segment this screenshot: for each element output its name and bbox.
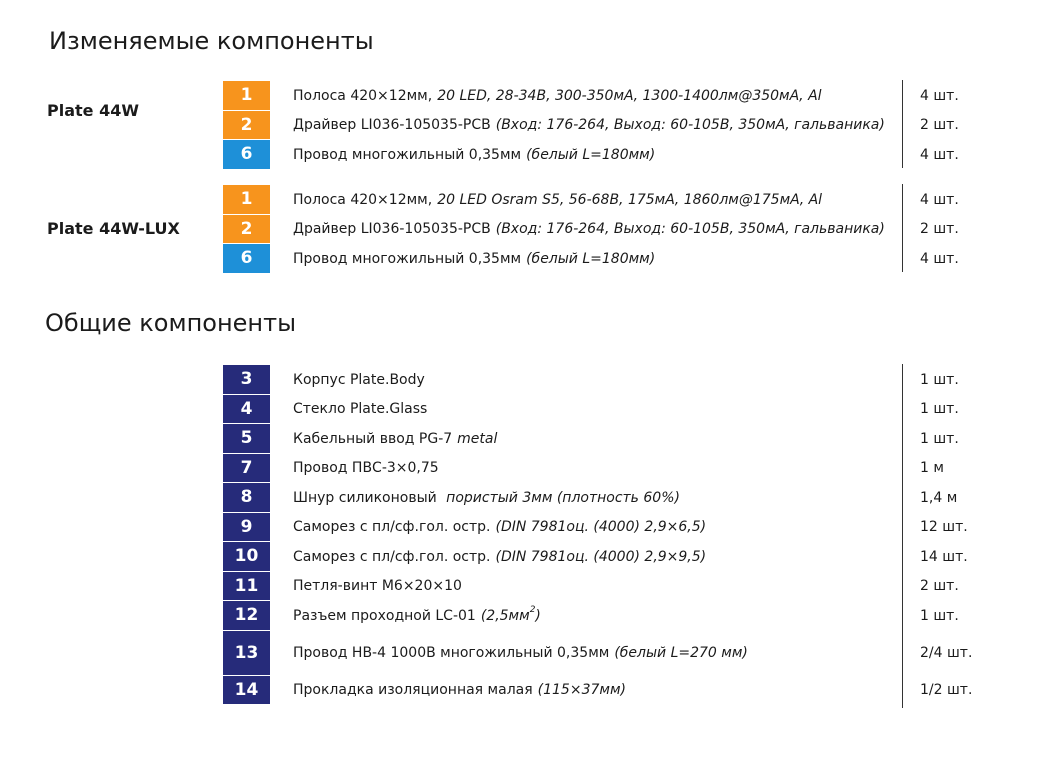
variable-components-title: Изменяемые компоненты xyxy=(49,27,374,55)
component-row xyxy=(0,365,1050,395)
component-description xyxy=(293,542,890,572)
component-description xyxy=(293,244,890,274)
component-name: Провод НВ-4 1000В многожильный 0,35мм xyxy=(293,645,610,661)
component-number-badge: 9 xyxy=(223,513,270,542)
component-description xyxy=(293,185,890,215)
component-detail: (белый L=270 мм) xyxy=(614,645,748,661)
component-detail: 20 LED, 28-34В, 300-350мА, 1300-1400лм@350мА, Al xyxy=(437,87,822,104)
component-number-badge: 5 xyxy=(223,424,270,453)
component-number-badge: 10 xyxy=(223,542,270,571)
component-quantity: 1 шт. xyxy=(920,401,959,418)
component-list-plate-44w xyxy=(0,81,1050,170)
component-detail: (DIN 7981оц. (4000) 2,9×9,5) xyxy=(495,548,707,565)
component-quantity: 2 шт. xyxy=(920,578,959,595)
component-detail-superscript: 2 xyxy=(529,604,536,615)
component-name: Саморез с пл/сф.гол. остр. xyxy=(293,519,491,536)
component-detail: 20 LED Osram S5, 56-68В, 175мА, 1860лм@175мА, Al xyxy=(437,191,823,208)
component-row xyxy=(0,542,1050,572)
component-description xyxy=(293,572,890,602)
component-quantity: 1 шт. xyxy=(920,607,959,624)
component-row xyxy=(0,601,1050,631)
component-detail: пористый 3мм (плотность 60%) xyxy=(441,489,680,506)
component-row xyxy=(0,572,1050,602)
component-name: Драйвер LI036-105035-PCB xyxy=(293,221,491,238)
component-description xyxy=(293,140,890,170)
component-row xyxy=(0,454,1050,484)
component-quantity: 4 шт. xyxy=(920,87,959,104)
component-quantity: 2 шт. xyxy=(920,117,959,134)
group-label-plate-44w-lux: Plate 44W-LUX xyxy=(47,219,180,238)
component-row xyxy=(0,676,1050,706)
component-detail: (DIN 7981оц. (4000) 2,9×6,5) xyxy=(495,519,707,536)
component-number-badge: 3 xyxy=(223,365,270,394)
component-detail: (Вход: 176-264, Выход: 60-105В, 350мА, гальваника) xyxy=(495,221,885,238)
component-detail: (Вход: 176-264, Выход: 60-105В, 350мА, гальваника) xyxy=(495,117,885,134)
component-name: Драйвер LI036-105035-PCB xyxy=(293,117,491,134)
component-detail: (2,5мм xyxy=(480,607,530,624)
component-row xyxy=(0,424,1050,454)
component-name: Стекло Plate.Glass xyxy=(293,401,428,418)
component-quantity: 4 шт. xyxy=(920,191,959,208)
component-name: Провод многожильный 0,35мм xyxy=(293,250,522,267)
component-number-badge: 12 xyxy=(223,601,270,630)
component-description xyxy=(293,424,890,454)
component-row xyxy=(0,111,1050,141)
component-quantity: 14 шт. xyxy=(920,548,968,565)
component-list-plate-44w-lux xyxy=(0,185,1050,274)
component-number-badge: 4 xyxy=(223,395,270,424)
component-name: Провод ПВС-3×0,75 xyxy=(293,460,439,477)
component-number-badge: 6 xyxy=(223,244,270,273)
component-name: Полоса 420×12мм, xyxy=(293,191,433,208)
component-description xyxy=(293,395,890,425)
component-name: Прокладка изоляционная малая xyxy=(293,682,533,699)
component-name: Петля-винт М6×20×10 xyxy=(293,578,462,595)
component-row xyxy=(0,244,1050,274)
component-detail: (белый L=180мм) xyxy=(526,250,656,267)
component-detail: (115×37мм) xyxy=(537,682,626,699)
component-number-badge: 1 xyxy=(223,81,270,110)
component-quantity: 1 шт. xyxy=(920,371,959,388)
component-row xyxy=(0,215,1050,245)
component-number-badge: 6 xyxy=(223,140,270,169)
component-number-badge: 2 xyxy=(223,111,270,140)
component-detail: (белый L=180мм) xyxy=(526,146,656,163)
component-row xyxy=(0,81,1050,111)
component-name: Разъем проходной LC-01 xyxy=(293,607,476,624)
component-description xyxy=(293,111,890,141)
component-quantity: 1 м xyxy=(920,460,944,477)
component-number-badge: 1 xyxy=(223,185,270,214)
component-number-badge: 7 xyxy=(223,454,270,483)
component-number-badge: 8 xyxy=(223,483,270,512)
common-components-title: Общие компоненты xyxy=(45,309,297,337)
component-name: Провод многожильный 0,35мм xyxy=(293,146,522,163)
component-row xyxy=(0,185,1050,215)
component-description xyxy=(293,81,890,111)
component-row xyxy=(0,395,1050,425)
component-description xyxy=(293,676,890,706)
component-name: Кабельный ввод PG-7 xyxy=(293,430,453,447)
component-description xyxy=(293,631,890,676)
component-description xyxy=(293,454,890,484)
component-number-badge: 11 xyxy=(223,572,270,601)
component-quantity: 1 шт. xyxy=(920,430,959,447)
component-detail: metal xyxy=(457,430,498,447)
component-quantity: 4 шт. xyxy=(920,146,959,163)
component-row xyxy=(0,631,1050,676)
component-detail-suffix: ) xyxy=(535,607,541,624)
component-name: Шнур силиконовый xyxy=(293,489,437,506)
component-number-badge: 13 xyxy=(223,631,270,675)
component-row xyxy=(0,513,1050,543)
component-row xyxy=(0,483,1050,513)
component-quantity: 2 шт. xyxy=(920,221,959,238)
common-component-list xyxy=(0,365,1050,705)
component-number-badge: 2 xyxy=(223,215,270,244)
component-quantity: 2/4 шт. xyxy=(920,645,973,661)
component-name: Полоса 420×12мм, xyxy=(293,87,433,104)
component-quantity: 12 шт. xyxy=(920,519,968,536)
component-number-badge: 14 xyxy=(223,676,270,705)
component-description xyxy=(293,513,890,543)
component-quantity: 4 шт. xyxy=(920,250,959,267)
component-description xyxy=(293,483,890,513)
component-description xyxy=(293,215,890,245)
component-name: Саморез с пл/сф.гол. остр. xyxy=(293,548,491,565)
component-name: Корпус Plate.Body xyxy=(293,371,425,388)
component-description xyxy=(293,601,890,631)
component-quantity: 1/2 шт. xyxy=(920,682,973,699)
component-description xyxy=(293,365,890,395)
component-quantity: 1,4 м xyxy=(920,489,958,506)
component-row xyxy=(0,140,1050,170)
group-label-plate-44w: Plate 44W xyxy=(47,101,139,120)
